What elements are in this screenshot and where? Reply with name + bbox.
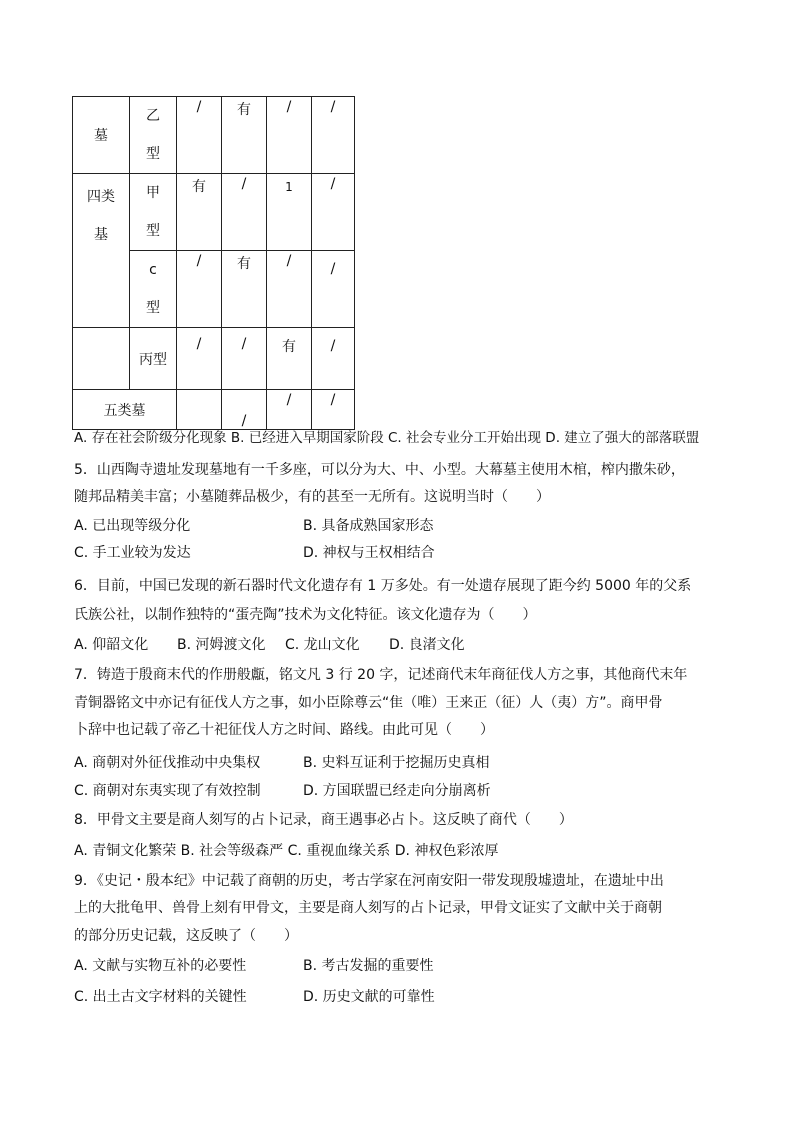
q8-stem: 8．甲骨文主要是商人刻写的占卜记录，商王遇事必占卜。这反映了商代（ ）	[74, 812, 573, 828]
table-cell: /	[222, 328, 267, 390]
type-cell: 甲 型	[130, 174, 177, 251]
table-cell: /	[267, 97, 312, 174]
q7-option-d: D. 方国联盟已经走向分崩离析	[303, 783, 491, 799]
group-cell: 墓	[73, 97, 130, 174]
table-cell: 有	[222, 251, 267, 328]
table-cell: /	[312, 390, 355, 430]
table-cell: /	[177, 251, 222, 328]
q5-option-b: B. 具备成熟国家形态	[303, 518, 434, 534]
q7-option-c: C. 商朝对东夷实现了有效控制	[74, 783, 261, 799]
q7-option-b: B. 史料互证利于挖掘历史真相	[303, 755, 490, 771]
tomb-table	[72, 96, 355, 430]
table-cell	[177, 390, 222, 430]
q7-stem-line3: 卜辞中也记载了帝乙十祀征伐人方之时间、路线。由此可见（ ）	[74, 722, 494, 738]
q9-option-c: C. 出土古文字材料的关键性	[74, 989, 247, 1005]
table-cell: /	[267, 390, 312, 430]
q6-stem-line1: 6．目前，中国已发现的新石器时代文化遗存有 1 万多处。有一处遗存展现了距今约 5000 年的父系	[74, 578, 692, 594]
type-cell: 乙 型	[130, 97, 177, 174]
q5-option-d: D. 神权与王权相结合	[303, 545, 435, 561]
table-cell: /	[222, 390, 267, 430]
table-cell: /	[267, 251, 312, 328]
q9-stem-line3: 的部分历史记载，这反映了（ ）	[74, 928, 298, 944]
group-cell: 四类 基	[73, 174, 130, 328]
q5-stem-line2: 随邦品精美丰富；小墓随葬品极少，有的甚至一无所有。这说明当时（ ）	[74, 489, 550, 505]
q7-option-a: A. 商朝对外征伐推动中央集权	[74, 755, 261, 771]
q6-option-c: C. 龙山文化	[285, 637, 360, 653]
table-cell: 有	[177, 174, 222, 251]
group-cell	[73, 328, 130, 390]
table-cell: /	[177, 328, 222, 390]
q5-stem-line1: 5．山西陶寺遗址发现墓地有一千多座，可以分为大、中、小型。大幕墓主使用木棺，榨内撒朱砂，	[74, 462, 685, 478]
table-cell: 有	[222, 97, 267, 174]
table-cell: /	[312, 251, 355, 328]
q5-option-c: C. 手工业较为发达	[74, 545, 191, 561]
q9-option-a: A. 文献与实物互补的必要性	[74, 958, 247, 974]
table-cell: /	[312, 97, 355, 174]
table-cell: 有	[267, 328, 312, 390]
table-cell: /	[177, 97, 222, 174]
q6-stem-line2: 氏族公社，以制作独特的“蛋壳陶”技术为文化特征。该文化遗存为（ ）	[74, 607, 537, 623]
q6-option-d: D. 良渚文化	[389, 637, 465, 653]
q9-stem-line1: 9．《史记・殷本纪》中记载了商朝的历史，考古学家在河南安阳一带发现殷墟遗址，在遗址中出	[74, 873, 664, 889]
q9-stem-line2: 上的大批龟甲、兽骨上刻有甲骨文，主要是商人刻写的占卜记录，甲骨文证实了文献中关于商朝	[74, 900, 662, 916]
table-cell: /	[312, 174, 355, 251]
q6-option-a: A. 仰韶文化	[74, 637, 149, 653]
q8-options: A. 青铜文化繁荣 B. 社会等级森严 C. 重视血缘关系 D. 神权色彩浓厚	[74, 843, 499, 859]
q7-stem-line1: 7．铸造于殷商末代的作册般甗，铭文凡 3 行 20 字，记述商代末年商征伐人方之事，其他商代末年	[74, 667, 688, 683]
group-cell: 五类墓	[73, 390, 177, 430]
q7-stem-line2: 青铜器铭文中亦记有征伐人方之事，如小臣除尊云“隹（唯）王来正（征）人（夷）方”。商甲骨	[74, 695, 663, 711]
table-cell: /	[222, 174, 267, 251]
type-cell: 丙型	[130, 328, 177, 390]
q4-options: A. 存在社会阶级分化现象 B. 已经进入早期国家阶段 C. 社会专业分工开始出现 D. 建立了强大的部落联盟	[74, 430, 700, 446]
q5-option-a: A. 已出现等级分化	[74, 518, 191, 534]
table-cell: 1	[267, 174, 312, 251]
q9-option-b: B. 考古发掘的重要性	[303, 958, 434, 974]
q6-option-b: B. 河姆渡文化	[177, 637, 266, 653]
q9-option-d: D. 历史文献的可靠性	[303, 989, 435, 1005]
table-cell: /	[312, 328, 355, 390]
type-cell: c 型	[130, 251, 177, 328]
